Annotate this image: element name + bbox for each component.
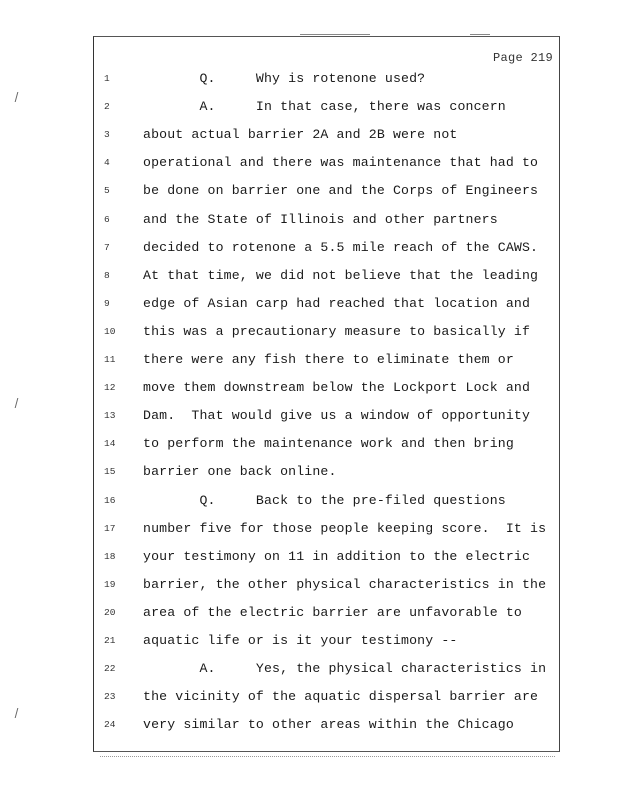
- transcript-line: [94, 378, 561, 398]
- transcript-line: [94, 69, 561, 89]
- line-number: 2: [104, 101, 110, 113]
- scan-artifact-top-right: [470, 34, 490, 35]
- line-text: there were any fish there to eliminate them or: [143, 352, 514, 367]
- scan-artifact-bottom: [100, 756, 555, 758]
- line-text: to perform the maintenance work and then bring: [143, 436, 514, 452]
- margin-tick: [15, 398, 21, 408]
- line-number: 18: [104, 550, 116, 562]
- line-number: 12: [104, 382, 116, 394]
- transcript-line: [94, 715, 561, 735]
- transcript-line: [94, 575, 561, 595]
- line-text: be done on barrier one and the Corps of Engineers: [143, 183, 539, 199]
- line-number: 17: [104, 522, 116, 534]
- line-number: 10: [104, 325, 116, 337]
- line-text: about actual barrier 2A and 2B were not: [143, 127, 458, 143]
- transcript-line: [94, 97, 561, 117]
- line-number: 15: [104, 466, 116, 478]
- line-number: 23: [104, 691, 116, 703]
- transcript-line: [94, 519, 561, 539]
- line-text: aquatic life or is it your testimony --: [143, 633, 458, 648]
- transcript-line: [94, 659, 561, 679]
- line-number: 14: [104, 438, 116, 450]
- line-number: 1: [104, 73, 110, 84]
- line-number: 9: [104, 297, 110, 309]
- line-number: 13: [104, 410, 116, 422]
- line-text: edge of Asian carp had reached that location and: [143, 295, 531, 311]
- transcript-line: [94, 631, 561, 651]
- scan-artifact-top: [300, 34, 370, 35]
- line-number: 7: [104, 241, 110, 253]
- line-number: 8: [104, 269, 110, 281]
- line-number: 11: [104, 354, 116, 365]
- transcript-page-frame: [93, 36, 560, 752]
- line-text: decided to rotenone a 5.5 mile reach of the CAWS.: [143, 239, 539, 255]
- line-text: area of the electric barrier are unfavorable to: [143, 604, 522, 620]
- transcript-line: [94, 266, 561, 286]
- transcript-line: [94, 462, 561, 482]
- transcript-line: [94, 322, 561, 342]
- line-text: your testimony on 11 in addition to the electric: [143, 548, 531, 564]
- transcript-line: [94, 434, 561, 454]
- line-number: 3: [104, 129, 110, 141]
- transcript-line: [94, 210, 561, 230]
- line-text: number five for those people keeping score. It is: [143, 520, 547, 536]
- line-number: 16: [104, 494, 116, 506]
- line-number: 5: [104, 185, 110, 197]
- line-number: 4: [104, 157, 110, 169]
- transcript-line: [94, 406, 561, 426]
- line-text: very similar to other areas within the Chicago: [143, 717, 514, 733]
- line-text: Q. Back to the pre-filed questions: [143, 492, 506, 508]
- transcript-line: [94, 153, 561, 173]
- line-number: 24: [104, 719, 116, 731]
- line-text: the vicinity of the aquatic dispersal barrier are: [143, 689, 539, 705]
- transcript-line: [94, 294, 561, 314]
- line-number: 22: [104, 663, 116, 675]
- margin-tick: [15, 92, 21, 102]
- line-number: 21: [104, 635, 116, 646]
- line-text: A. In that case, there was concern: [143, 99, 506, 115]
- line-text: Dam. That would give us a window of opportunity: [143, 408, 531, 424]
- line-text: Q. Why is rotenone used?: [143, 71, 426, 86]
- line-text: operational and there was maintenance that had to: [143, 155, 539, 171]
- transcript-line: [94, 491, 561, 511]
- line-text: barrier, the other physical characteristics in the: [143, 576, 547, 592]
- line-number: 20: [104, 606, 116, 618]
- line-text: this was a precautionary measure to basically if: [143, 323, 531, 339]
- line-text: move them downstream below the Lockport Lock and: [143, 380, 531, 396]
- transcript-line: [94, 547, 561, 567]
- line-number: 6: [104, 213, 110, 225]
- transcript-line: [94, 238, 561, 258]
- transcript-line: [94, 603, 561, 623]
- transcript-line: [94, 350, 561, 370]
- transcript-line: [94, 687, 561, 707]
- page-number: Page 219: [492, 51, 553, 65]
- line-text: and the State of Illinois and other partners: [143, 211, 498, 227]
- line-text: At that time, we did not believe that the leading: [143, 267, 539, 283]
- line-text: A. Yes, the physical characteristics in: [143, 661, 547, 677]
- transcript-line: [94, 125, 561, 145]
- margin-tick: [15, 708, 21, 718]
- line-number: 19: [104, 578, 116, 590]
- transcript-line: [94, 181, 561, 201]
- line-text: barrier one back online.: [143, 464, 337, 480]
